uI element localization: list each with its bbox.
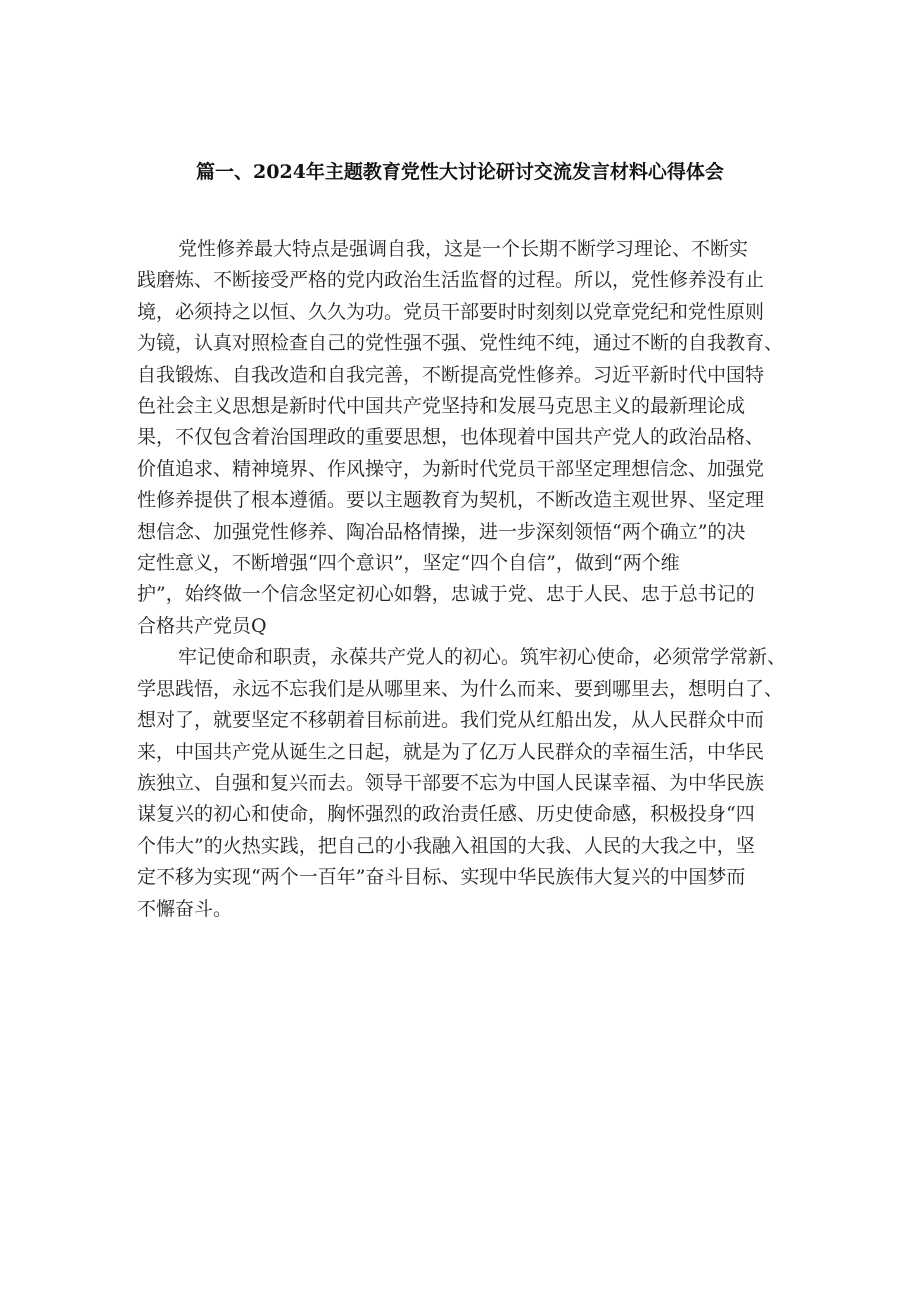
paragraph-line: 价值追求、精神境界、作风操守，为新时代党员干部坚定理想信念、加强党 — [137, 457, 765, 480]
paragraph-line: 族独立、自强和复兴而去。领导干部要不忘为中国人民谋幸福、为中华民族 — [137, 771, 765, 794]
paragraph-line: 护”，始终做一个信念坚定初心如磐，忠诚于党、忠于人民、忠于总书记的 — [137, 583, 755, 606]
paragraph-line: 践磨炼、不断接受严格的党内政治生活监督的过程。所以，党性修养没有止 — [137, 269, 765, 292]
paragraph-line: 定不移为实现“两个一百年”奋斗目标、实现中华民族伟大复兴的中国梦而 — [137, 866, 746, 889]
paragraph-line: 个伟大”的火热实践，把自己的小我融入祖国的大我、人民的大我之中，坚 — [137, 834, 755, 857]
paragraph-line: 定性意义，不断增强“四个意识”，坚定“四个自信”，做到“两个维 — [137, 552, 680, 575]
paragraph-line: 色社会主义思想是新时代中国共产党坚持和发展马克思主义的最新理论成 — [137, 395, 746, 418]
paragraph-line: 自我锻炼、自我改造和自我完善，不断提高党性修养。习近平新时代中国特 — [137, 363, 765, 386]
paragraph-line: 为镜，认真对照检查自己的党性强不强、党性纯不纯，通过不断的自我教育、 — [137, 332, 784, 355]
paragraph-line: 想信念、加强党性修养、陶冶品格情操，进一步深刻领悟“两个确立”的决 — [137, 520, 746, 543]
paragraph-line: 性修养提供了根本遵循。要以主题教育为契机，不断改造主观世界、坚定理 — [137, 489, 765, 512]
paragraph-line: 境，必须持之以恒、久久为功。党员干部要时时刻刻以党章党纪和党性原则 — [137, 300, 765, 323]
paragraph-line: 党性修养最大特点是强调自我，这是一个长期不断学习理论、不断实 — [178, 238, 749, 260]
paragraph-line: 不懈奋斗。 — [137, 897, 233, 920]
paragraph-line: 合格共产党员Q — [137, 614, 267, 637]
paragraph-line: 学思践悟，永远不忘我们是从哪里来、为什么而来、要到哪里去，想明白了、 — [137, 677, 784, 700]
paragraph-mission — [137, 642, 787, 925]
document-title: 篇一、2024年主题教育党性大讨论研讨交流发言材料心得体会 — [196, 161, 724, 183]
paragraph-party-spirit — [137, 234, 787, 642]
document-body — [137, 234, 787, 925]
paragraph-line: 谋复兴的初心和使命，胸怀强烈的政治责任感、历史使命感，积极投身“四 — [137, 803, 755, 826]
paragraph-line: 来，中国共产党从诞生之日起，就是为了亿万人民群众的幸福生活，中华民 — [137, 740, 765, 763]
paragraph-line: 牢记使命和职责，永葆共产党人的初心。筑牢初心使命，必须常学常新、 — [178, 646, 787, 669]
paragraph-line: 果，不仅包含着治国理政的重要思想，也体现着中国共产党人的政治品格、 — [137, 426, 765, 449]
paragraph-line: 想对了，就要坚定不移朝着目标前进。我们党从红船出发，从人民群众中而 — [137, 709, 765, 732]
